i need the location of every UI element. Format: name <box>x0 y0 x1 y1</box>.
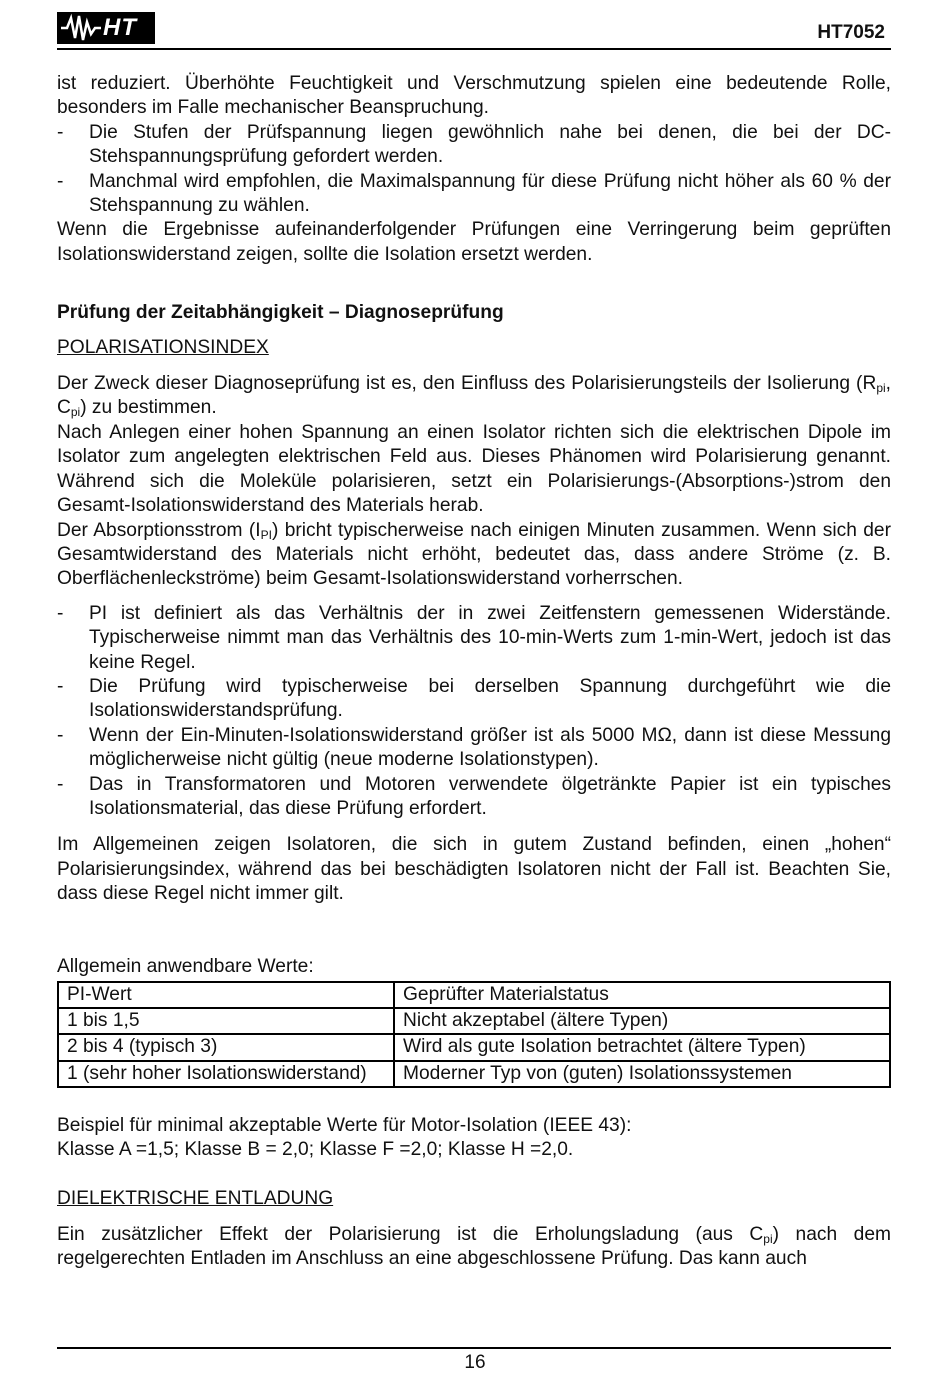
page-header <box>57 12 891 50</box>
subheading-dielectric-discharge: DIELEKTRISCHE ENTLADUNG <box>57 1187 334 1209</box>
table-row <box>58 1061 890 1087</box>
table-caption: Allgemein anwendbare Werte: <box>57 955 314 977</box>
table-cell: Wird als gute Isolation betrachtet (ältere Typen) <box>394 1034 890 1060</box>
intro-bullet-2: - Manchmal wird empfohlen, die Maximalspannung für diese Prüfung nicht höher als 60 % der Stehspannung zu wählen. <box>57 170 891 217</box>
table-cell: 1 (sehr hoher Isolationswiderstand) <box>58 1061 394 1087</box>
paragraph-dielectric: Ein zusätzlicher Effekt der Polarisierung ist die Erholungsladung (aus $C_{pi}$) nach dem regelgerechten Entladen im Anschluss an eine abgeschlossene Prüfung. Das kann auch <box>57 1224 891 1270</box>
page-number: 16 <box>464 1352 486 1373</box>
example-line-1: Beispiel für minimal akzeptable Werte für Motor-Isolation (IEEE 43): <box>57 1114 632 1136</box>
table-row <box>58 1034 890 1060</box>
example-line-2: Klasse A =1,5; Klasse B = 2,0; Klasse F =2,0; Klasse H =2,0. <box>57 1139 574 1161</box>
table-row <box>58 1008 890 1034</box>
pi-bullet-3: - Wenn der Ein-Minuten-Isolationswiderstand größer ist als 5000 MΩ, dann ist diese Messung möglicherweise nicht gültig (neue moderne Isolationstypen). <box>57 724 891 771</box>
footer-divider <box>57 1347 891 1349</box>
table-cell: Moderner Typ von (guten) Isolationssystemen <box>394 1061 890 1087</box>
table-header-row <box>58 982 890 1008</box>
table-header-cell: Geprüfter Materialstatus <box>394 982 890 1008</box>
table-cell: 1 bis 1,5 <box>58 1008 394 1034</box>
paragraph-absorption: Der Absorptionsstrom $(I_{PI})$ bricht typischerweise nach einigen Minuten zusammen. Wenn sich der Gesamtwiderstand des Materials nicht erhöht, bedeutet das, dass andere Ströme (z. B. Oberflächenleckströme) beim Gesamt-Isolationswiderstand vorherrschen. <box>57 519 891 590</box>
intro-paragraph-2: Wenn die Ergebnisse aufeinanderfolgender Prüfungen eine Verringerung beim geprüften Isolationswiderstand zeigen, sollte die Isolation ersetzt werden. <box>57 219 891 265</box>
subheading-polarisation-index: POLARISATIONSINDEX <box>57 336 269 358</box>
pi-bullet-1: - PI ist definiert als das Verhältnis der in zwei Zeitfenstern gemessenen Widerstände. Typischerweise nimmt man das Verhältnis des 10-min-Werts zum 1-min-Wert, jedoch ist das keine Regel. <box>57 602 891 673</box>
section-heading: Prüfung der Zeitabhängigkeit – Diagnoseprüfung <box>57 302 504 324</box>
paragraph-purpose: Der Zweck dieser Diagnoseprüfung ist es, den Einfluss des Polarisierungsteils der Isolierung ($R_{pi}$, $C_{pi}$) zu bestimmen. <box>57 373 891 420</box>
model-number: HT7052 <box>817 22 885 43</box>
logo-text: HT <box>103 14 137 41</box>
pi-bullet-2: - Die Prüfung wird typischerweise bei derselben Spannung durchgeführt wie die Isolationswiderstandsprüfung. <box>57 675 891 722</box>
table-cell: Nicht akzeptabel (ältere Typen) <box>394 1008 890 1034</box>
intro-paragraph-1: ist reduziert. Überhöhte Feuchtigkeit und Verschmutzung spielen eine bedeutende Rolle, besonders im Falle mechanischer Beanspruchung. <box>57 73 891 119</box>
pi-bullet-4: - Das in Transformatoren und Motoren verwendete ölgetränkte Papier ist ein typisches Isolationsmaterial, das diese Prüfung erfordert. <box>57 773 891 819</box>
pi-values-table <box>57 981 891 1088</box>
intro-bullet-1: - Die Stufen der Prüfspannung liegen gewöhnlich nahe bei denen, die bei der DC-Stehspannungsprüfung gefordert werden. <box>57 121 891 168</box>
table-cell: 2 bis 4 (typisch 3) <box>58 1034 394 1060</box>
ht-logo <box>57 12 155 44</box>
paragraph-polarisation: Nach Anlegen einer hohen Spannung an einen Isolator richten sich die elektrischen Dipole im Isolator zum angelegten elektrischen Feld aus. Dieses Phänomen wird Polarisierung genannt. Während sich die Moleküle polarisieren, setzt ein Polarisierungs-(Absorptions-)strom den Gesamt-Isolationswiderstand des Materials herab. <box>57 421 891 517</box>
signal-wave-icon <box>57 12 103 44</box>
paragraph-general: Im Allgemeinen zeigen Isolatoren, die sich in gutem Zustand befinden, einen „hohen“ Polarisierungsindex, während das bei beschädigten Isolatoren nicht der Fall ist. Beachten Sie, dass diese Regel nicht immer gilt. <box>57 834 891 905</box>
page-content <box>57 72 891 1272</box>
table-header-cell: PI-Wert <box>58 982 394 1008</box>
